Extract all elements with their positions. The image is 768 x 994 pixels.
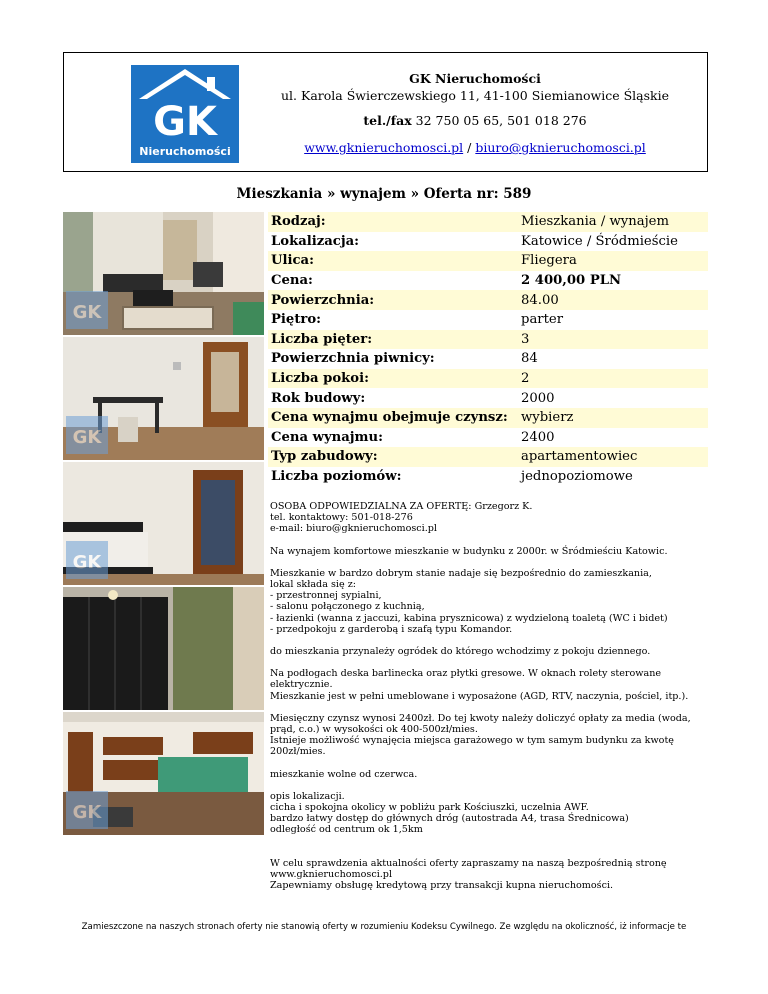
param-label: Typ zabudowy: bbox=[268, 447, 518, 467]
svg-text:GK: GK bbox=[72, 302, 102, 323]
svg-text:GK: GK bbox=[72, 552, 102, 573]
param-row bbox=[268, 212, 708, 232]
description-paragraph: do mieszkania przynależy ogródek do którego wchodzimy z pokoju dziennego. bbox=[270, 646, 651, 658]
description-paragraph: mieszkanie wolne od czerwca. bbox=[270, 768, 418, 780]
description-paragraph: Miesięczny czynsz wynosi 2400zł. Do tej kwoty należy doliczyć opłaty za media (woda, prąd, c.o.) w wysokości ok 400-500zł/mies. Istnieje możliwość wynajęcia miejsca garażowego w tym samym budynku za kwotę 200zł/mies. bbox=[270, 712, 691, 758]
param-label: Powierzchnia: bbox=[268, 290, 518, 310]
param-label: Cena wynajmu: bbox=[271, 429, 383, 445]
param-label: Liczba poziomów: bbox=[271, 469, 402, 485]
company-name: GK Nieruchomości bbox=[409, 71, 541, 86]
company-phone bbox=[250, 112, 700, 129]
param-value: jednopoziomowe bbox=[521, 469, 633, 485]
offer-parameters-table bbox=[268, 212, 708, 486]
param-label: Liczba pięter: bbox=[268, 330, 518, 350]
photo-kitchen[interactable] bbox=[63, 712, 264, 835]
legal-footer: Zamieszczone na naszych stronach oferty nie stanowią oferty w rozumieniu Kodeksu Cywilnego. Ze względu na okoliczność, iż informacje te bbox=[81, 922, 687, 932]
company-info bbox=[250, 70, 700, 156]
param-label: Powierzchnia piwnicy: bbox=[271, 351, 435, 367]
param-value: 2000 bbox=[521, 390, 555, 406]
param-row bbox=[268, 251, 708, 271]
company-logo bbox=[131, 65, 239, 163]
param-row bbox=[268, 388, 708, 408]
param-row bbox=[268, 467, 708, 487]
param-value: 2 bbox=[518, 369, 708, 389]
company-address: ul. Karola Świerczewskiego 11, 41-100 Siemianowice Śląskie bbox=[280, 88, 670, 103]
svg-text:GK: GK bbox=[153, 99, 217, 145]
param-label: Cena wynajmu obejmuje czynsz: bbox=[268, 408, 518, 428]
company-links bbox=[250, 139, 700, 156]
email-link[interactable]: biuro@gknieruchomosci.pl bbox=[475, 140, 646, 155]
photo-column bbox=[63, 212, 264, 837]
website-link[interactable]: www.gknieruchomosci.pl bbox=[304, 140, 464, 155]
photo-room-desk[interactable] bbox=[63, 337, 264, 460]
param-row bbox=[268, 232, 708, 252]
tel-value: 32 750 05 65, 501 018 276 bbox=[411, 113, 587, 128]
description-paragraph: opis lokalizacji. cicha i spokojna okolicy w pobliżu park Kościuszki, uczelnia AWF. bardzo łatwy dostęp do głównych dróg (autostrada A4, trasa Średnicowa) odległość od centrum ok 1,5km bbox=[270, 790, 629, 836]
param-label: Piętro: bbox=[271, 312, 322, 328]
photo-wardrobe[interactable] bbox=[63, 587, 264, 710]
svg-text:GK: GK bbox=[72, 427, 102, 448]
param-row bbox=[268, 447, 708, 467]
param-row bbox=[268, 271, 708, 291]
description-paragraph: W celu sprawdzenia aktualności oferty zapraszamy na naszą bezpośrednią stronę www.gknieruchomosci.pl Zapewniamy obsługę kredytową przy transakcji kupna nieruchomości. bbox=[270, 857, 667, 892]
description-paragraph: Mieszkanie w bardzo dobrym stanie nadaje się bezpośrednio do zamieszkania, lokal składa się z: - przestronnej sypialni, - salonu połączonego z kuchnią, - łazienki (wanna z jaccuzi, kabina prysznicowa) z wydzieloną toaletą (WC i bidet) - przedpokoju z garderobą i szafą typu Komandor. bbox=[270, 567, 668, 635]
svg-text:Nieruchomości: Nieruchomości bbox=[139, 145, 231, 158]
param-row bbox=[268, 369, 708, 389]
param-value: 2 400,00 PLN bbox=[521, 273, 622, 289]
param-label: Rok budowy: bbox=[271, 390, 366, 406]
photo-living-room[interactable] bbox=[63, 212, 264, 335]
offer-title: Mieszkania » wynajem » Oferta nr: 589 bbox=[236, 186, 532, 202]
param-row bbox=[268, 290, 708, 310]
offer-description bbox=[270, 501, 700, 902]
svg-text:GK: GK bbox=[72, 802, 102, 823]
param-row bbox=[268, 330, 708, 350]
param-label: Lokalizacja: bbox=[271, 233, 360, 249]
param-value: Katowice / Śródmieście bbox=[521, 233, 678, 249]
param-value: 2400 bbox=[521, 429, 555, 445]
param-value: Fliegera bbox=[518, 251, 708, 271]
param-label: Rodzaj: bbox=[268, 212, 518, 232]
param-value: wybierz bbox=[518, 408, 708, 428]
param-row bbox=[268, 310, 708, 330]
param-row bbox=[268, 349, 708, 369]
param-label: Liczba pokoi: bbox=[268, 369, 518, 389]
description-paragraph: Na wynajem komfortowe mieszkanie w budynku z 2000r. w Śródmieściu Katowic. bbox=[270, 545, 668, 557]
tel-label: tel./fax bbox=[363, 113, 412, 128]
param-label: Cena: bbox=[271, 273, 313, 289]
description-paragraph: Na podłogach deska barlinecka oraz płytki gresowe. W oknach rolety sterowane elektrycznie. Mieszkanie jest w pełni umeblowane i wyposażone (AGD, RTV, naczynia, pościel, itp.). bbox=[270, 668, 689, 702]
param-value: 84.00 bbox=[518, 290, 708, 310]
photo-bedroom[interactable] bbox=[63, 462, 264, 585]
param-label: Ulica: bbox=[268, 251, 518, 271]
param-value: parter bbox=[521, 312, 564, 328]
param-row bbox=[268, 428, 708, 448]
param-row bbox=[268, 408, 708, 428]
param-value: Mieszkania / wynajem bbox=[518, 212, 708, 232]
param-value: 3 bbox=[518, 330, 708, 350]
param-value: apartamentowiec bbox=[518, 447, 708, 467]
param-value: 84 bbox=[521, 351, 538, 367]
description-paragraph: OSOBA ODPOWIEDZIALNA ZA OFERTĘ: Grzegorz K. tel. kontaktowy: 501-018-276 e-mail: biuro@gknieruchomosci.pl bbox=[270, 501, 533, 535]
link-separator: / bbox=[463, 140, 476, 155]
